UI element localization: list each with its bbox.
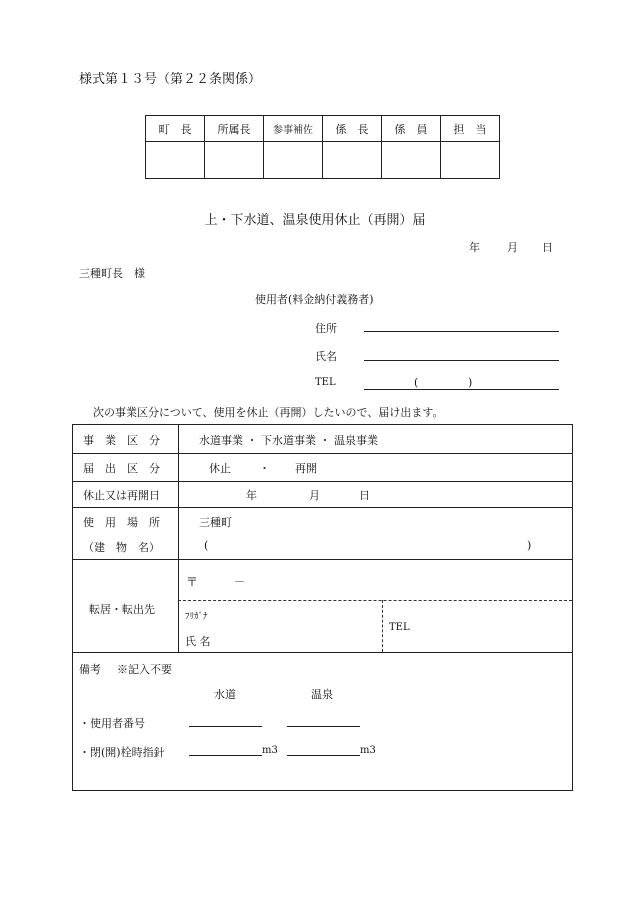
building-paren-close: ) — [527, 539, 532, 552]
meter-label: ・閉(開)栓時指針 — [79, 746, 165, 759]
intro-text: 次の事業区分について、使用を休止（再開）したいので、届け出ます。 — [93, 406, 444, 419]
approval-header-section-chief: 係 長 — [323, 116, 382, 142]
date-row-day[interactable]: 日 — [359, 489, 370, 502]
col-onsen-label: 温泉 — [311, 688, 333, 701]
move-name-label: 氏 名 — [185, 635, 211, 648]
name-label: 氏名 — [315, 350, 337, 363]
form-number: 様式第１３号（第２２条関係） — [79, 72, 262, 87]
date-row-label: 休止又は再開日 — [83, 489, 160, 502]
tel-paren-close: ) — [468, 376, 473, 389]
approval-stamp-cell[interactable] — [382, 142, 441, 179]
user-heading: 使用者(料金納付義務者) — [255, 293, 374, 306]
date-row-year[interactable]: 年 — [246, 489, 257, 502]
date-row-month[interactable]: 月 — [309, 489, 320, 502]
notice-label: 届 出 区 分 — [83, 462, 160, 475]
address-label: 住所 — [315, 322, 337, 335]
meter-water-unit: m3 — [262, 745, 278, 756]
move-label: 転居・転出先 — [89, 603, 155, 616]
user-number-water-field[interactable] — [189, 726, 262, 727]
name-field[interactable] — [364, 360, 559, 361]
approval-header-dept-head: 所属長 — [205, 116, 264, 142]
date-month-label: 月 — [507, 241, 518, 254]
business-label: 事 業 区 分 — [83, 434, 160, 447]
tel-paren-open: ( — [414, 376, 419, 389]
approval-stamp-cell[interactable] — [264, 142, 323, 179]
meter-water-field[interactable] — [189, 755, 262, 756]
notice-separator: ・ — [259, 462, 270, 475]
move-tel-label: TEL — [389, 622, 410, 633]
approval-stamp-table — [145, 115, 500, 179]
approval-stamp-cell[interactable] — [205, 142, 264, 179]
remarks-label: 備考 — [79, 663, 101, 676]
approval-header-in-charge: 担 当 — [441, 116, 500, 142]
postal-dash[interactable]: － — [234, 575, 245, 588]
furigana-label: ﾌﾘｶﾞﾅ — [185, 612, 208, 622]
col-water-label: 水道 — [214, 688, 236, 701]
approval-header-staff: 係 員 — [382, 116, 441, 142]
user-number-label: ・使用者番号 — [79, 717, 145, 730]
form-title: 上・下水道、温泉使用休止（再開）届 — [204, 213, 426, 228]
approval-header-mayor: 町 長 — [146, 116, 205, 142]
meter-onsen-field[interactable] — [287, 755, 360, 756]
location-label: 使 用 場 所 — [83, 516, 160, 529]
approval-stamp-cell[interactable] — [441, 142, 500, 179]
addressee: 三種町長 様 — [79, 267, 145, 280]
address-field[interactable] — [364, 331, 559, 332]
building-paren-open: ( — [204, 539, 209, 552]
remarks-note: ※記入不要 — [117, 663, 172, 676]
postal-mark: 〒 — [186, 575, 199, 589]
approval-stamp-cell[interactable] — [323, 142, 382, 179]
date-year-label: 年 — [469, 241, 480, 254]
location-value[interactable]: 三種町 — [199, 516, 232, 529]
business-options[interactable]: 水道事業 ・ 下水道事業 ・ 温泉事業 — [199, 434, 378, 447]
date-day-label: 日 — [542, 241, 553, 254]
approval-stamp-cell[interactable] — [146, 142, 205, 179]
meter-onsen-unit: m3 — [360, 745, 376, 756]
approval-header-deputy: 参事補佐 — [264, 116, 323, 142]
notice-option-suspend[interactable]: 休止 — [209, 462, 231, 475]
user-number-onsen-field[interactable] — [287, 726, 360, 727]
building-label: （建 物 名） — [83, 541, 160, 554]
tel-field[interactable] — [364, 389, 559, 390]
notice-option-resume[interactable]: 再開 — [295, 462, 317, 475]
tel-label: TEL — [315, 377, 336, 388]
